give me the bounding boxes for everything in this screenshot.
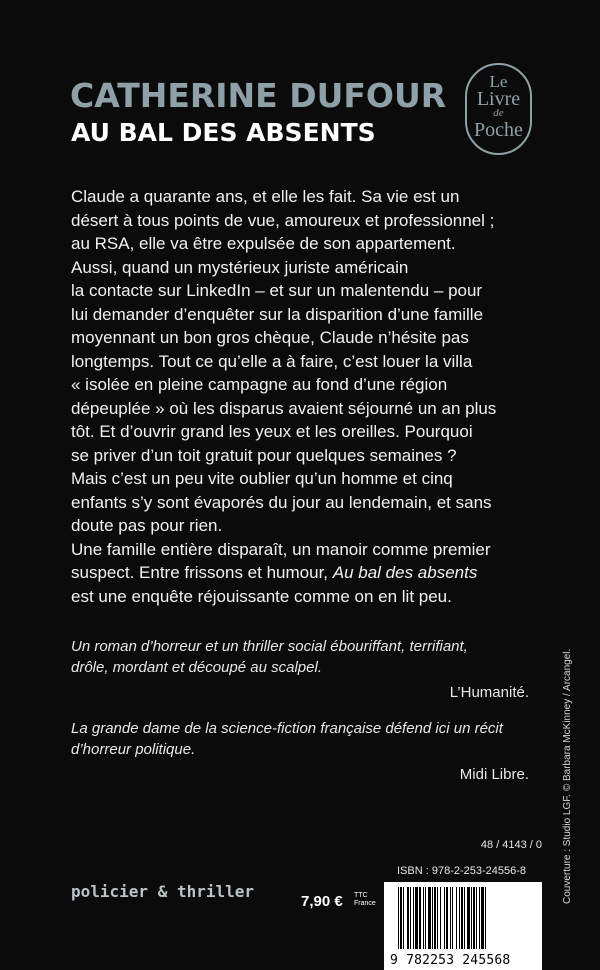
barcode-bar [473,887,475,949]
blurb-line: est une enquête réjouissante comme on en lit peu. [71,586,452,606]
barcode-bar [432,887,433,949]
barcode-bar [481,887,484,949]
quote-source: Midi Libre. [459,766,529,783]
blurb-title-italic: Au bal des absents [332,563,478,582]
price-note [354,892,376,908]
quote-line: d’horreur politique. [71,741,196,758]
back-cover-blurb [71,185,541,608]
barcode-bar [452,887,453,949]
barcode-bar [485,887,486,949]
blurb-line: Aussi, quand un mystérieux juriste américain [71,257,409,277]
barcode-bar [450,887,451,949]
quote-line: Un roman d’horreur et un thriller social ébouriffant, terrifiant, [71,638,468,655]
blurb-line: désert à tous points de vue, amoureux et professionnel ; [71,210,495,230]
barcode-bar [419,887,421,949]
barcode-bar [403,887,404,949]
blurb-line: tôt. Et d’ouvrir grand les yeux et les oreilles. Pourquoi [71,422,473,441]
isbn-number: ISBN : 978-2-253-24556-8 [397,865,527,877]
blurb-line: Claude a quarante ans, et elle les fait. Sa vie est un [71,187,460,206]
quote-source: L’Humanité. [449,684,529,701]
blurb-line: Une famille entière disparaît, un manoir comme premier [71,539,491,559]
catalog-code: 48 / 4143 / 0 [480,839,542,851]
blurb-line: se priver d’un toit gratuit pour quelques semaines ? [71,445,457,465]
press-quote [71,636,531,703]
barcode-bar [407,887,409,949]
barcode-digits-left: 782253 [406,953,455,968]
blurb-line: doute pas pour rien. [71,516,223,535]
barcode-bars [396,887,532,949]
barcode-bar [471,887,472,949]
press-quote [71,718,531,785]
logo-line-4: Poche [474,119,523,141]
barcode-bar [398,887,399,949]
quote-line: La grande dame de la science-fiction française défend ici un récit [71,720,503,737]
blurb-text: suspect. Entre frissons et humour, [71,563,329,582]
blurb-line: Mais c’est un peu vite oublier qu’un homme et cinq [71,469,453,488]
logo-line-1: Le [489,72,508,91]
logo-line-2: Livre [476,88,521,110]
blurb-line: moyennant un bon gros chèque, Claude n’hésite pas [71,328,469,347]
quote-line: drôle, mordant et découpé au scalpel. [71,659,322,676]
barcode-bar [467,887,470,949]
barcode-bar [440,887,441,949]
price: 7,90 € [301,893,343,910]
barcode-bar [434,887,436,949]
barcode-bar [400,887,402,949]
barcode-bar [456,887,457,949]
barcode-bar [413,887,414,949]
barcode-digits-right: 245568 [462,953,511,968]
barcode-digit-first: 9 [390,953,399,968]
barcode-digits [390,953,538,968]
barcode-bar [437,887,438,949]
barcode-bar [410,887,411,949]
blurb-line: au RSA, elle va être expulsée de son appartement. [71,234,456,253]
price-note-ttc: TTC [354,892,368,899]
barcode-bar [444,887,445,949]
barcode-bar [428,887,431,949]
barcode-bar [461,887,463,949]
barcode-bar [415,887,418,949]
blurb-line: dépeuplée » où les disparus avaient séjourné un an plus [71,398,497,418]
blurb-line: enfants s’y sont évaporés du jour au lendemain, et sans [71,492,492,512]
genre-label: policier & thriller [71,882,255,901]
logo-line-3: de [493,107,504,119]
barcode-bar [423,887,424,949]
blurb-line: lui demander d’enquêter sur la disparition d’une famille [71,304,484,324]
barcode [384,882,542,970]
publisher-logo [465,63,532,155]
blurb-line [71,561,541,585]
blurb-line: longtemps. Tout ce qu’elle a à faire, c’est louer la villa [71,351,473,371]
barcode-bar [476,887,477,949]
blurb-line: « isolée en pleine campagne au fond d’une région [71,375,448,394]
barcode-bar [464,887,465,949]
author-name: CATHERINE DUFOUR [70,76,447,115]
barcode-bar [446,887,448,949]
barcode-bar [479,887,480,949]
blurb-line: la contacte sur LinkedIn – et sur un malentendu – pour [71,281,483,300]
price-note-country: France [354,900,376,907]
book-title: AU BAL DES ABSENTS [71,118,376,147]
cover-credit: Couverture : Studio LGF. © Barbara McKinney / Arcangel. [562,648,573,904]
barcode-bar [459,887,460,949]
barcode-bar [425,887,426,949]
